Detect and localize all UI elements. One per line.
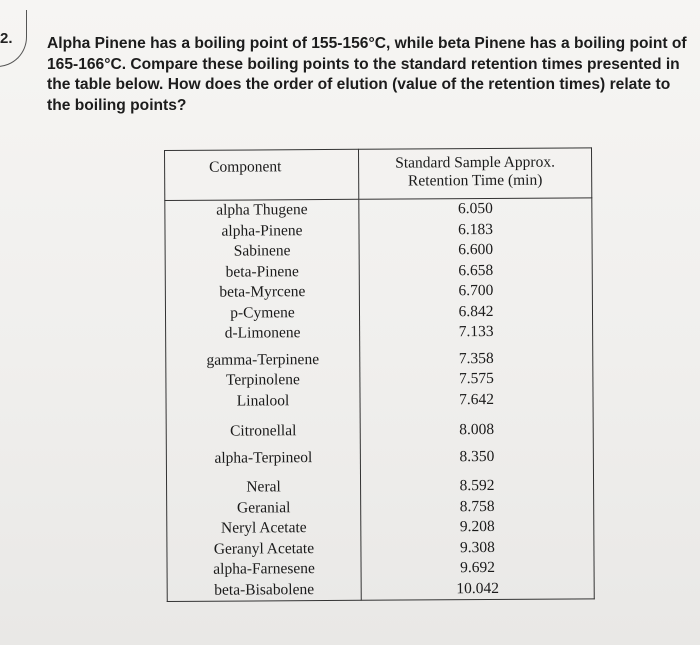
retention-time-value: 6.600: [458, 240, 494, 259]
component-name: Neral: [246, 478, 281, 496]
retention-header-line1: Standard Sample Approx.: [395, 153, 555, 172]
component-column-header: Component: [165, 149, 359, 200]
retention-time-value: 6.700: [458, 281, 494, 300]
retention-time-value: 6.183: [457, 220, 493, 238]
retention-time-value: 7.642: [459, 390, 495, 408]
retention-time-value: 9.308: [459, 538, 495, 556]
component-name: gamma-Terpinene: [206, 350, 320, 369]
retention-header-line2: Retention Time (min): [407, 171, 543, 190]
question-text: Alpha Pinene has a boiling point of 155-156°C, while beta Pinene has a boiling point of 165-166°C. Compare these boiling points to the standard retention times presented in the table below. How does the order of elution (value of the retention times) relate to the boiling points?: [47, 35, 687, 114]
component-name: alpha Thugene: [216, 201, 308, 219]
component-name: beta-Myrcene: [219, 283, 306, 301]
retention-time-table: [164, 147, 595, 602]
retention-time-value: 9.692: [460, 558, 496, 577]
retention-time-value: 8.008: [459, 420, 495, 439]
component-name: beta-Pinene: [225, 262, 299, 281]
retention-time-value: 6.658: [458, 261, 494, 279]
component-name: Terpinolene: [225, 371, 300, 389]
retention-time-value: 7.575: [458, 369, 494, 388]
retention-time-value: 6.050: [457, 199, 493, 218]
component-cell: [165, 199, 361, 601]
retention-time-column-header: [358, 148, 591, 199]
retention-time-value: 6.842: [458, 302, 494, 320]
table-header-row: [165, 148, 592, 201]
retention-time-value: 10.042: [456, 579, 500, 597]
component-name: Geranial: [236, 498, 291, 517]
component-name: Linalool: [236, 391, 290, 410]
component-name: d-Limonene: [224, 324, 301, 342]
retention-time-value: 8.592: [459, 476, 495, 495]
retention-time-value: 8.758: [459, 497, 495, 515]
component-name: p-Cymene: [230, 303, 295, 322]
question-number: 2.: [0, 30, 13, 47]
component-name: Geranyl Acetate: [213, 539, 315, 558]
component-name: Citronellal: [230, 422, 297, 440]
component-name: beta-Bisabolene: [214, 580, 315, 599]
retention-time-value: 7.358: [458, 349, 494, 367]
component-name: alpha-Pinene: [221, 221, 303, 240]
retention-time-value: 9.208: [459, 517, 495, 536]
table-row: [165, 198, 594, 602]
component-name: Neryl Acetate: [220, 519, 307, 537]
retention-time-cell: [359, 198, 594, 600]
retention-time-value: 8.350: [459, 447, 495, 466]
retention-time-value: 7.133: [458, 322, 494, 341]
component-name: alpha-Terpineol: [214, 449, 313, 467]
component-name: alpha-Farnesene: [213, 560, 315, 578]
component-name: Sabinene: [233, 242, 291, 260]
